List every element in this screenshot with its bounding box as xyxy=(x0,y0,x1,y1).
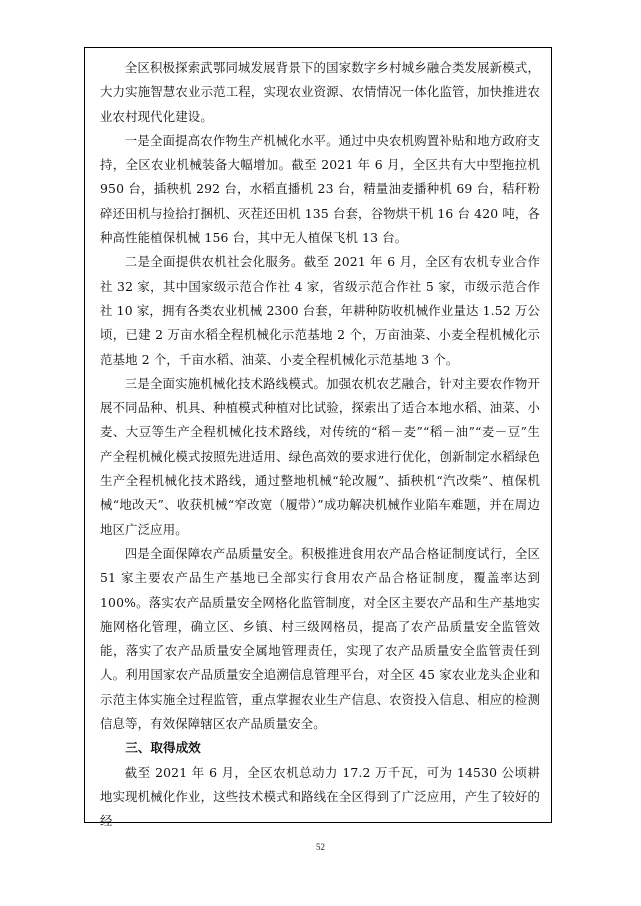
paragraph-results: 截至 2021 年 6 月，全区农机总动力 17.2 万千瓦，可为 14530 公顷耕地实现机械化作业，这些技术模式和路线在全区得到了广泛应用，产生了较好的经 xyxy=(100,764,540,829)
paragraph-socialized-service: 二是全面提供农机社会化服务。截至 2021 年 6 月，全区有农机专业合作社 32 家，其中国家级示范合作社 4 家，省级示范合作社 5 家，市级示范合作社 10 家，拥有各类农业机械 2300 台套，年耕种防收机械作业量达 1.52 万公顷，已建 2 万亩水稻全程机械化示范基地 2 个，万亩油菜、小麦全程机械化示范基地 2 个，千亩水稻、油菜、小麦全程机械化示范基地 3 个。 xyxy=(100,254,540,367)
paragraph-quality-safety: 四是全面保障农产品质量安全。积极推进食用农产品合格证制度试行，全区 51 家主要农产品生产基地已全部实行食用农产品合格证制度，覆盖率达到 100%。落实农产品质量安全网格化监管制度，对全区主要农产品和生产基地实施网格化管理，确立区、乡镇、村三级网格员，提高了农产品质量安全监管效能，落实了农产品质量安全属地管理责任，实现了农产品质量安全监管责任到人。利用国家农产品质量安全追溯信息管理平台，对全区 45 家农业龙头企业和示范主体实施全过程监管，重点掌握农业生产信息、农资投入信息、相应的检测信息等，有效保障辖区农产品质量安全。 xyxy=(100,545,540,732)
intro-paragraph: 全区积极探索武鄂同城发展背景下的国家数字乡村城乡融合类发展新模式，大力实施智慧农业示范工程，实现农业资源、农情情况一体化监管，加快推进农业农村现代化建设。 xyxy=(100,60,540,124)
section-heading: 三、取得成效 xyxy=(125,740,201,756)
page-number: 52 xyxy=(316,842,325,852)
paragraph-technical-routes: 三是全面实施机械化技术路线模式。加强农机农艺融合，针对主要农作物开展不同品种、机具、种植模式种植对比试验，探索出了适合本地水稻、油菜、小麦、大豆等生产全程机械化技术路线，对传统的“稻－麦”“稻－油”“麦－豆”生产全程机械化模式按照先进适用、绿色高效的要求进行优化，创新制定水稻绿色生产全程机械化技术路线，通过整地机械“轮改履”、插秧机“汽改柴”、植保机械“地改天”、收获机械“窄改宽（履带）”成功解决机械作业陷车难题，并在周边地区广泛应用。 xyxy=(100,375,540,537)
paragraph-mechanization-level: 一是全面提高农作物生产机械化水平。通过中央农机购置补贴和地方政府支持，全区农业机械装备大幅增加。截至 2021 年 6 月，全区共有大中型拖拉机 950 台，插秧机 292 台，水稻直播机 23 台，精量油麦播种机 69 台，秸秆粉碎还田机与捡拾打捆机、灭茬还田机 135 台套，谷物烘干机 16 台 420 吨，各种高性能植保机械 156 台，其中无人植保飞机 13 台。 xyxy=(100,132,540,246)
document-body xyxy=(100,56,540,834)
